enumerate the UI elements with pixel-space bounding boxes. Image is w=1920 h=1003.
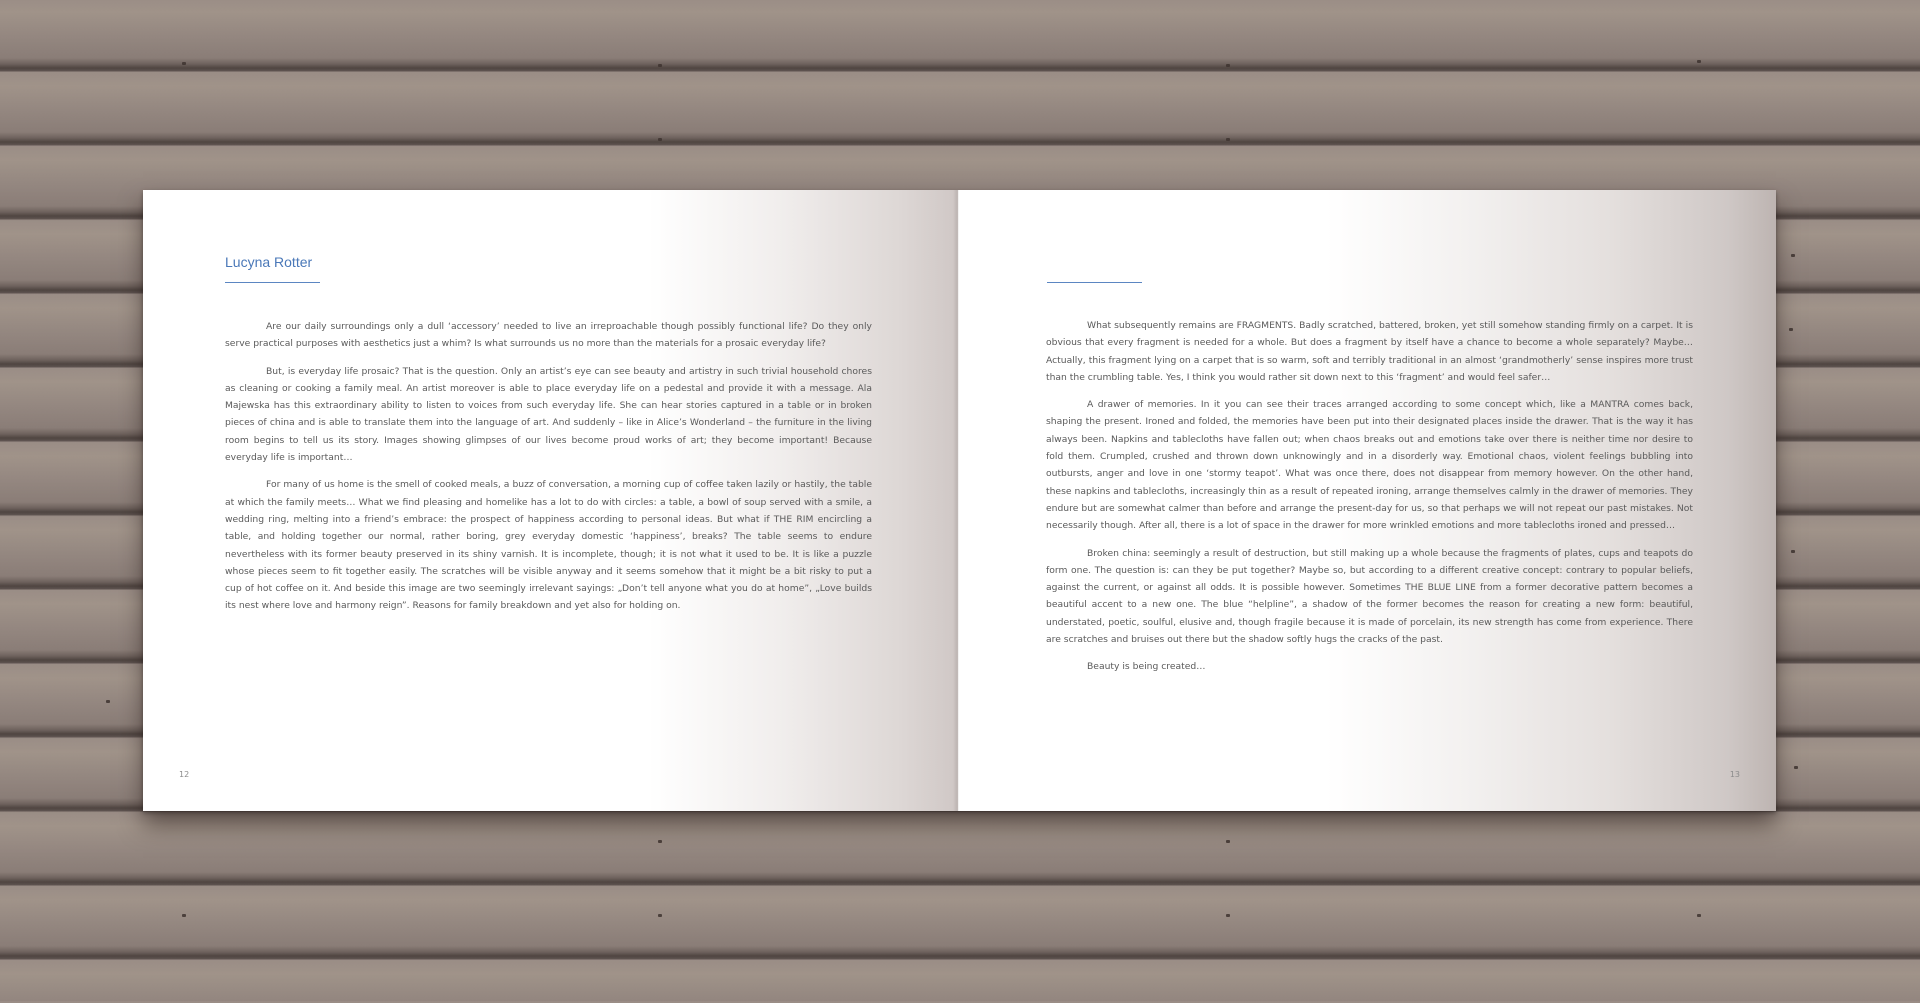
nail-decoration	[182, 62, 186, 65]
paragraph: Are our daily surroundings only a dull ‘accessory’ needed to live an irreproachable though possibly functional life? Do they only serve practical purposes with aesthetics just a whim? Is what surrounds us no more than the materials for a prosaic everyday life?	[225, 321, 872, 350]
nail-decoration	[1226, 138, 1230, 141]
nail-decoration	[1697, 60, 1701, 63]
paragraph: Beauty is being created…	[1087, 661, 1206, 673]
left-page	[143, 190, 958, 811]
nail-decoration	[1791, 254, 1795, 257]
nail-decoration	[1226, 64, 1230, 67]
right-body-text	[1046, 317, 1693, 686]
nail-decoration	[1226, 840, 1230, 843]
paragraph: Broken china: seemingly a result of destruction, but still making up a whole because the fragments of plates, cups and teapots do form one. The question is: can they be put together? Maybe so, but according to a different creative concept: contrary to popular beliefs, against the current, or against all odds. It is possible however. Sometimes THE BLUE LINE from a former decorative pattern becomes a beautiful accent to a new one. The blue “helpline”, a shadow of the former becomes the reason for creating a new form: beautiful, understated, poetic, soulful, elusive and, though fragile because it is made of porcelain, its new strength has come from experience. There are scratches and bruises out there but the shadow softly hugs the cracks of the past.	[1046, 547, 1693, 646]
paragraph: For many of us home is the smell of cooked meals, a buzz of conversation, a morning cup of coffee taken lazily or hastily, the table at which the family meets… What we find pleasing and homelike has a lot to do with circles: a table, a bowl of soup served with a smile, a wedding ring, melting into a friend’s embrace: the prospect of happiness according to personal ideas. But what if THE RIM encircling a table, and holding together our normal, rather boring, grey everyday domestic ‘happiness’, breaks? The table seems to endure nevertheless with its former beauty preserved in its shiny varnish. It is incomplete, though; it is not what it used to be. It is like a puzzle whose pieces seem to fit together easily. The scratches will be visible anyway and it seems somehow that it might be a bit risky to put a cup of hot coffee on it. And beside this image are two seemingly irrelevant sayings: „Don’t tell anyone what you do at home”, „Love builds its nest where love and harmony reign”. Reasons for family breakdown and yet also for holding on.	[225, 479, 872, 612]
book-gutter	[953, 190, 963, 811]
nail-decoration	[106, 700, 110, 703]
nail-decoration	[1697, 914, 1701, 917]
nail-decoration	[1226, 914, 1230, 917]
paragraph: A drawer of memories. In it you can see their traces arranged according to some concept which, like a MANTRA comes back, shaping the present. Ironed and folded, the memories have been put into their designated places inside the drawer. That is the way it has always been. Napkins and tablecloths have fallen out; when chaos breaks out and emotions take over there is neither time nor desire to fold them. Crumpled, crushed and thrown down unknowingly and in a disorderly way. Emotional chaos, violent feelings bubbling into outbursts, anger and love in one ‘stormy teapot’. What was once there, does not disappear from memory however. On the other hand, these napkins and tablecloths, increasingly thin as a result of repeated ironing, arrange themselves calmly in the drawer of memories. They endure but are somewhat calmer than before and arrange the present-day for us, so that perhaps we will not repeat our past mistakes. Not necessarily though. After all, there is a lot of space in the drawer for more wrinkled emotions and more tablecloths ironed and pressed…	[1046, 399, 1693, 532]
nail-decoration	[658, 138, 662, 141]
nail-decoration	[1794, 766, 1798, 769]
nail-decoration	[658, 64, 662, 67]
paragraph: But, is everyday life prosaic? That is the question. Only an artist’s eye can see beauty and artistry in such trivial household chores as cleaning or cooking a family meal. An artist moreover is able to place everyday life on a pedestal and provide it with a message. Ala Majewska has this extraordinary ability to listen to voices from such everyday life. She can hear stories captured in a table or in broken pieces of china and is able to translate them into the language of art. And suddenly – like in Alice’s Wonderland – the furniture in the living room begins to tell us its story. Images showing glimpses of our lives become proud works of art; they become important! Because everyday life is important…	[225, 365, 872, 464]
nail-decoration	[1789, 328, 1793, 331]
right-page	[958, 190, 1776, 811]
page-number: 12	[179, 770, 190, 779]
paragraph: What subsequently remains are FRAGMENTS. Badly scratched, battered, broken, yet still somehow standing firmly on a carpet. It is obvious that every fragment is needed for a whole. But does a fragment by itself have a chance to become a whole separately? Maybe… Actually, this fragment lying on a carpet that is so warm, soft and terribly traditional in an almost ‘grandmotherly’ sense inspires more trust than the crumbling table. Yes, I think you would rather sit down next to this ‘fragment’ and would feel safer…	[1046, 320, 1693, 383]
nail-decoration	[182, 914, 186, 917]
title-rule	[225, 282, 320, 283]
nail-decoration	[1791, 550, 1795, 553]
author-name: Lucyna Rotter	[225, 254, 313, 270]
left-body-text	[225, 318, 872, 625]
nail-decoration	[658, 840, 662, 843]
title-rule	[1047, 282, 1142, 283]
nail-decoration	[658, 914, 662, 917]
open-book	[143, 190, 1776, 811]
page-number: 13	[1729, 770, 1740, 779]
